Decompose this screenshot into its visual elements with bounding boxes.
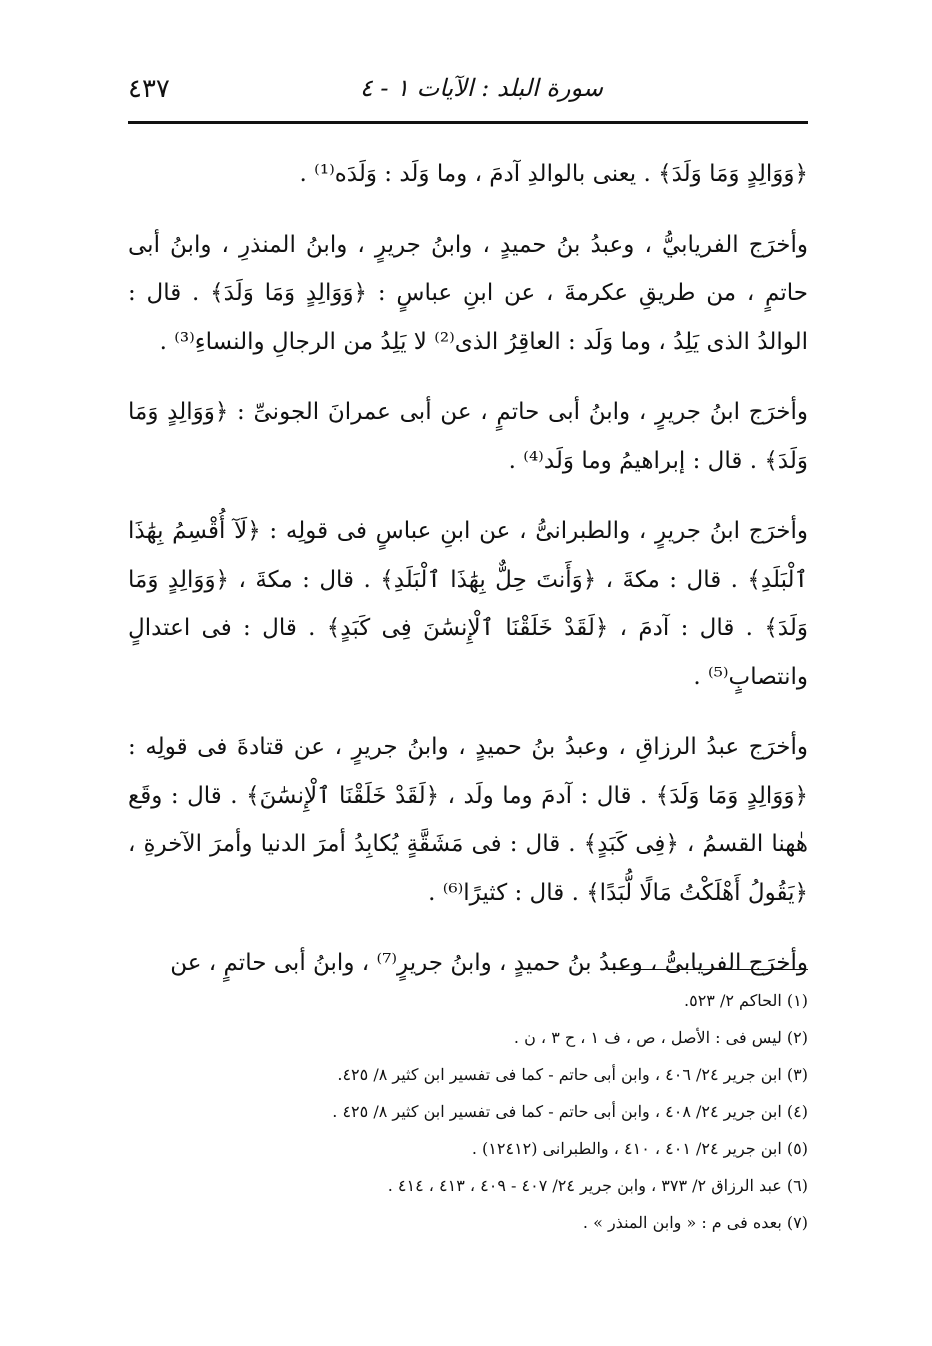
footnote-1: (١) الحاكم ٢/ ٥٢٣. [684,991,808,1010]
paragraph-3: وأخرَج ابنُ جريرٍ ، وابنُ أبى حاتمٍ ، عن أبى عمرانَ الجونىِّ : ﴿وَوَالِدٍ وَمَا وَلَدَ﴾ . قال : إبراهيمُ وما وَلَد⁽⁴⁾ . [128,399,808,474]
footnote-7: (٧) بعده فى م : « وابن المنذر » . [582,1213,808,1232]
footnote-3: (٣) ابن جرير ٢٤/ ٤٠٦ ، وابن أبى حاتم - كما فى تفسير ابن كثير ٨/ ٤٢٥. [337,1065,808,1084]
paragraph-4: وأخرَج ابنُ جريرٍ ، والطبرانىُّ ، عن ابنِ عباسٍ فى قولِه : ﴿لَآ أُقْسِمُ بِهَٰذَا ٱلْبَلَدِ﴾ . قال : مكةَ ، ﴿وَأَنتَ حِلٌّ بِهَٰذَا ٱلْبَلَدِ﴾ . قال : مكةَ ، ﴿وَوَالِدٍ وَمَا وَلَدَ﴾ . قال : آدمَ ، ﴿لَقَدْ خَلَقْنَا ٱلْإِنسَٰنَ فِى كَبَدٍ﴾ . قال : فى اعتدالٍ وانتصابٍ⁽⁵⁾ . [128,518,808,690]
page-number: ٤٣٧ [128,74,170,104]
footnote-4: (٤) ابن جرير ٢٤/ ٤٠٨ ، وابن أبى حاتم - كما فى تفسير ابن كثير ٨/ ٤٢٥ . [332,1102,808,1121]
paragraph-1: ﴿وَوَالِدٍ وَمَا وَلَدَ﴾ . يعنى بالوالدِ آدمَ ، وما وَلَد : وَلَدَه⁽¹⁾ . [299,161,808,187]
footnote-6: (٦) عبد الرزاق ٢/ ٣٧٣ ، وابن جرير ٢٤/ ٤٠٧ - ٤٠٩ ، ٤١٣ ، ٤١٤ . [387,1176,808,1195]
footnote-separator [608,969,808,970]
footnote-5: (٥) ابن جرير ٢٤/ ٤٠١ ، ٤١٠ ، والطبرانى (١٢٤١٢) . [471,1139,808,1158]
paragraph-6: وأخرَج الفريابىُّ ، وعبدُ بنُ حميدٍ ، وابنُ جريرٍ⁽⁷⁾ ، وابنُ أبى حاتمٍ ، عن [170,950,808,976]
header-rule [128,121,808,124]
running-header [128,70,808,114]
header-title: سورة البلد : الآيات ١ - ٤ [359,74,603,102]
paragraph-2: وأخرَج الفريابيُّ ، وعبدُ بنُ حميدٍ ، وابنُ جريرٍ ، وابنُ المنذرِ ، وابنُ أبى حاتمٍ ، من طريقِ عكرمةَ ، عن ابنِ عباسٍ : ﴿وَوَالِدٍ وَمَا وَلَدَ﴾ . قال : الوالدُ الذى يَلِدُ ، وما وَلَد : العاقِرُ الذى⁽²⁾ لا يَلِدُ من الرجالِ والنساءِ⁽³⁾ . [128,231,808,355]
main-text [128,150,808,988]
footnotes [124,982,808,1241]
paragraph-5: وأخرَج عبدُ الرزاقِ ، وعبدُ بنُ حميدٍ ، وابنُ جريرٍ ، عن قتادةَ فى قولِه : ﴿وَوَالِدٍ وَمَا وَلَدَ﴾ . قال : آدمَ وما ولَد ، ﴿لَقَدْ خَلَقْنَا ٱلْإِنسَٰنَ﴾ . قال : وقَع هٰهنا القسمُ ، ﴿فِى كَبَدٍ﴾ . قال : فى مَشَقَّةٍ يُكابِدُ أمرَ الدنيا وأمرَ الآخرةِ ، ﴿يَقُولُ أَهْلَكْتُ مَالًا لُّبَدًا﴾ . قال : كثيرًا⁽⁶⁾ . [128,734,808,906]
footnote-2: (٢) ليس فى : الأصل ، ص ، ف ١ ، ح ٣ ، ن . [513,1028,808,1047]
